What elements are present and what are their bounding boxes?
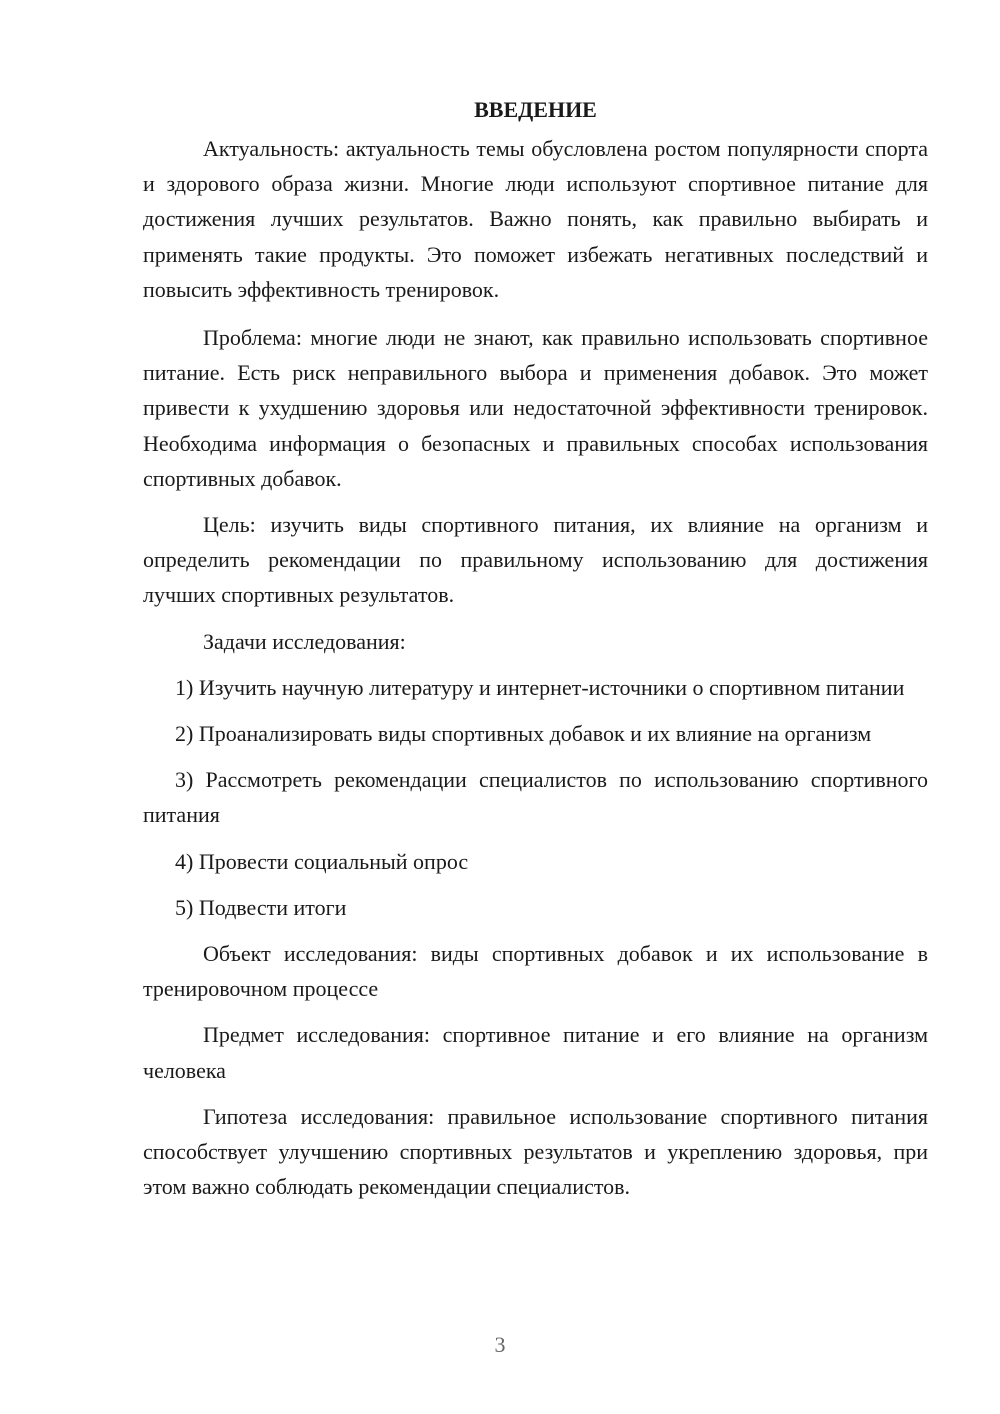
task-item-3: 3) Рассмотреть рекомендации специалистов по использованию спортивного питания [143, 767, 928, 828]
paragraph-subject: Предмет исследования: спортивное питание и его влияние на организм человека [143, 1022, 928, 1083]
paragraph-object: Объект исследования: виды спортивных добавок и их использование в тренировочном процессе [143, 941, 928, 1002]
page-title: ВВЕДЕНИЕ [474, 97, 597, 122]
paragraph-problem: Проблема: многие люди не знают, как правильно использовать спортивное питание. Есть риск неправильного выбора и применения добавок. Это может привести к ухудшению здоровья или недостаточной эффективности тренировок. Необходима информация о безопасных и правильных способах использования спортивных добавок. [143, 325, 928, 491]
paragraph-goal: Цель: изучить виды спортивного питания, их влияние на организм и определить рекомендации по правильному использованию для достижения лучших спортивных результатов. [143, 512, 928, 608]
task-item-4: 4) Провести социальный опрос [175, 848, 469, 874]
task-item-2: 2) Проанализировать виды спортивных добавок и их влияние на организм [175, 721, 872, 747]
task-item-1: 1) Изучить научную литературу и интернет-источники о спортивном питании [175, 674, 905, 700]
document-page [143, 92, 928, 1215]
task-item-5: 5) Подвести итоги [175, 894, 347, 920]
page-number: 3 [494, 1332, 506, 1357]
tasks-heading: Задачи исследования: [203, 628, 406, 654]
paragraph-relevance: Актуальность: актуальность темы обусловлена ростом популярности спорта и здорового образа жизни. Многие люди используют спортивное питание для достижения лучших результатов. Важно понять, как правильно выбирать и применять такие продукты. Это поможет избежать негативных последствий и повысить эффективность тренировок. [143, 136, 928, 302]
paragraph-hypothesis: Гипотеза исследования: правильное использование спортивного питания способствует улучшению спортивных результатов и укреплению здоровья, при этом важно соблюдать рекомендации специалистов. [143, 1103, 928, 1200]
